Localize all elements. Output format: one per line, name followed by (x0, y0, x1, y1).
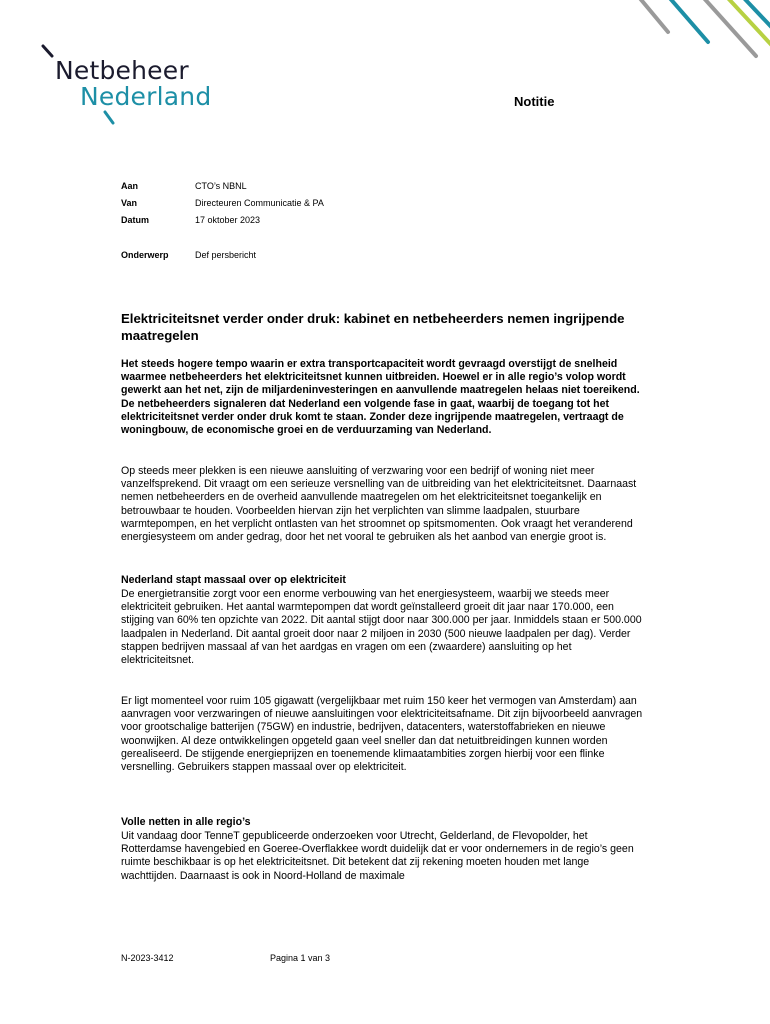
section-1-text: De energietransitie zorgt voor een enorme verbouwing van het energiesysteem, waarbij we steeds meer elektriciteit gebruiken. Het aantal warmtepompen dat wordt geïnstalleerd groeit dit jaar naar 170.000, een stijging van 60% ten opzichte van 2022. Dit aantal stijgt door naar 300.000 per jaar. Inmiddels staan er 500.000 laadpalen in Nederland. Dit aantal groeit door naar 2 miljoen in 2030 (500 nieuwe laadpalen per dag). Verder stappen bedrijven massaal af van het aardgas en vragen om een (zwaardere) aansluiting op het elektriciteitsnet. (121, 588, 642, 667)
footer-doc-number: N-2023-3412 (121, 953, 174, 963)
subject-label: Onderwerp (121, 250, 169, 260)
corner-stripes-decoration (610, 0, 770, 90)
document-type: Notitie (514, 94, 555, 109)
to-label: Aan (121, 181, 139, 191)
from-value: Directeuren Communicatie & PA (195, 198, 324, 208)
section-1-heading: Nederland stapt massaal over op elektriciteit (121, 574, 346, 586)
section-2-text: Uit vandaag door TenneT gepubliceerde onderzoeken voor Utrecht, Gelderland, de Flevopolder, het Rotterdamse havengebied en Goeree-Overflakkee wordt duidelijk dat er voor ondernemers in de regio’s geen ruimte beschikbaar is op het elektriciteitsnet. Dit betekent dat zij rekening moeten houden met lange wachttijden. Daarnaast is ook in Noord-Holland de maximale (121, 830, 634, 882)
to-value: CTO’s NBNL (195, 181, 247, 191)
logo-line-2: Nederland (80, 82, 212, 111)
subject-value: Def persbericht (195, 250, 257, 260)
logo-line-1: Netbeheer (55, 56, 189, 85)
from-label: Van (121, 198, 138, 208)
lead-paragraph: Het steeds hogere tempo waarin er extra transportcapaciteit wordt gevraagd overstijgt de snelheid waarmee netbeheerders het elektriciteitsnet kunnen uitbreiden. Hoewel er in alle regio’s volop wordt gewerkt aan het net, zijn de miljardeninvesteringen en aanvullende maatregelen helaas niet toereikend. De netbeheerders signaleren dat Nederland een volgende fase in gaat, waarbij de toegang tot het elektriciteitsnet verder onder druk komt te staan. Zonder deze ingrijpende maatregelen, vertraagt de woningbouw, de economische groei en de verduurzaming van Nederland. (121, 358, 640, 437)
document-title: Elektriciteitsnet verder onder druk: kabinet en netbeheerders nemen ingrijpende maatregelen (121, 311, 625, 343)
date-value: 17 oktober 2023 (195, 215, 261, 225)
section-2-heading: Volle netten in alle regio’s (121, 816, 251, 828)
paragraph-1: Op steeds meer plekken is een nieuwe aansluiting of verzwaring voor een bedrijf of woning niet meer vanzelfsprekend. Dit vraagt om een serieuze versnelling van de uitbreiding van het elektriciteitsnet. Daarnaast nemen netbeheerders en de overheid aanvullende maatregelen om het elektriciteitsnet toegankelijk en betrouwbaar te houden. Voorbeelden hiervan zijn het verplichten van slimme laadpalen, stuurbare warmtepompen, en het verplicht ontlasten van het stroomnet op spitsmomenten. Ook vraagt het veranderend energiesysteem om ander gedrag, door het net vooral te gebruiken als het aanbod van energie groot is. (121, 465, 637, 544)
footer-page-number: Pagina 1 van 3 (270, 953, 331, 963)
paragraph-2: Er ligt momenteel voor ruim 105 gigawatt (vergelijkbaar met ruim 150 keer het vermogen van Amsterdam) aan aanvragen voor verzwaringen of nieuwe aansluitingen voor elektriciteitsafname. Dit zijn bijvoorbeeld aanvragen voor grootschalige batterijen (75GW) en industrie, bedrijven, datacenters, waterstoffabrieken en nieuwe woonwijken. Al deze ontwikkelingen opgeteld gaan veel sneller dan dat netuitbreidingen kunnen worden gerealiseerd. De stijgende energieprijzen en toenemende klimaatambities zorgen hierbij voor een flinke versnelling. Gebruikers stappen massaal over op elektriciteit. (121, 695, 643, 774)
date-label: Datum (121, 215, 150, 225)
